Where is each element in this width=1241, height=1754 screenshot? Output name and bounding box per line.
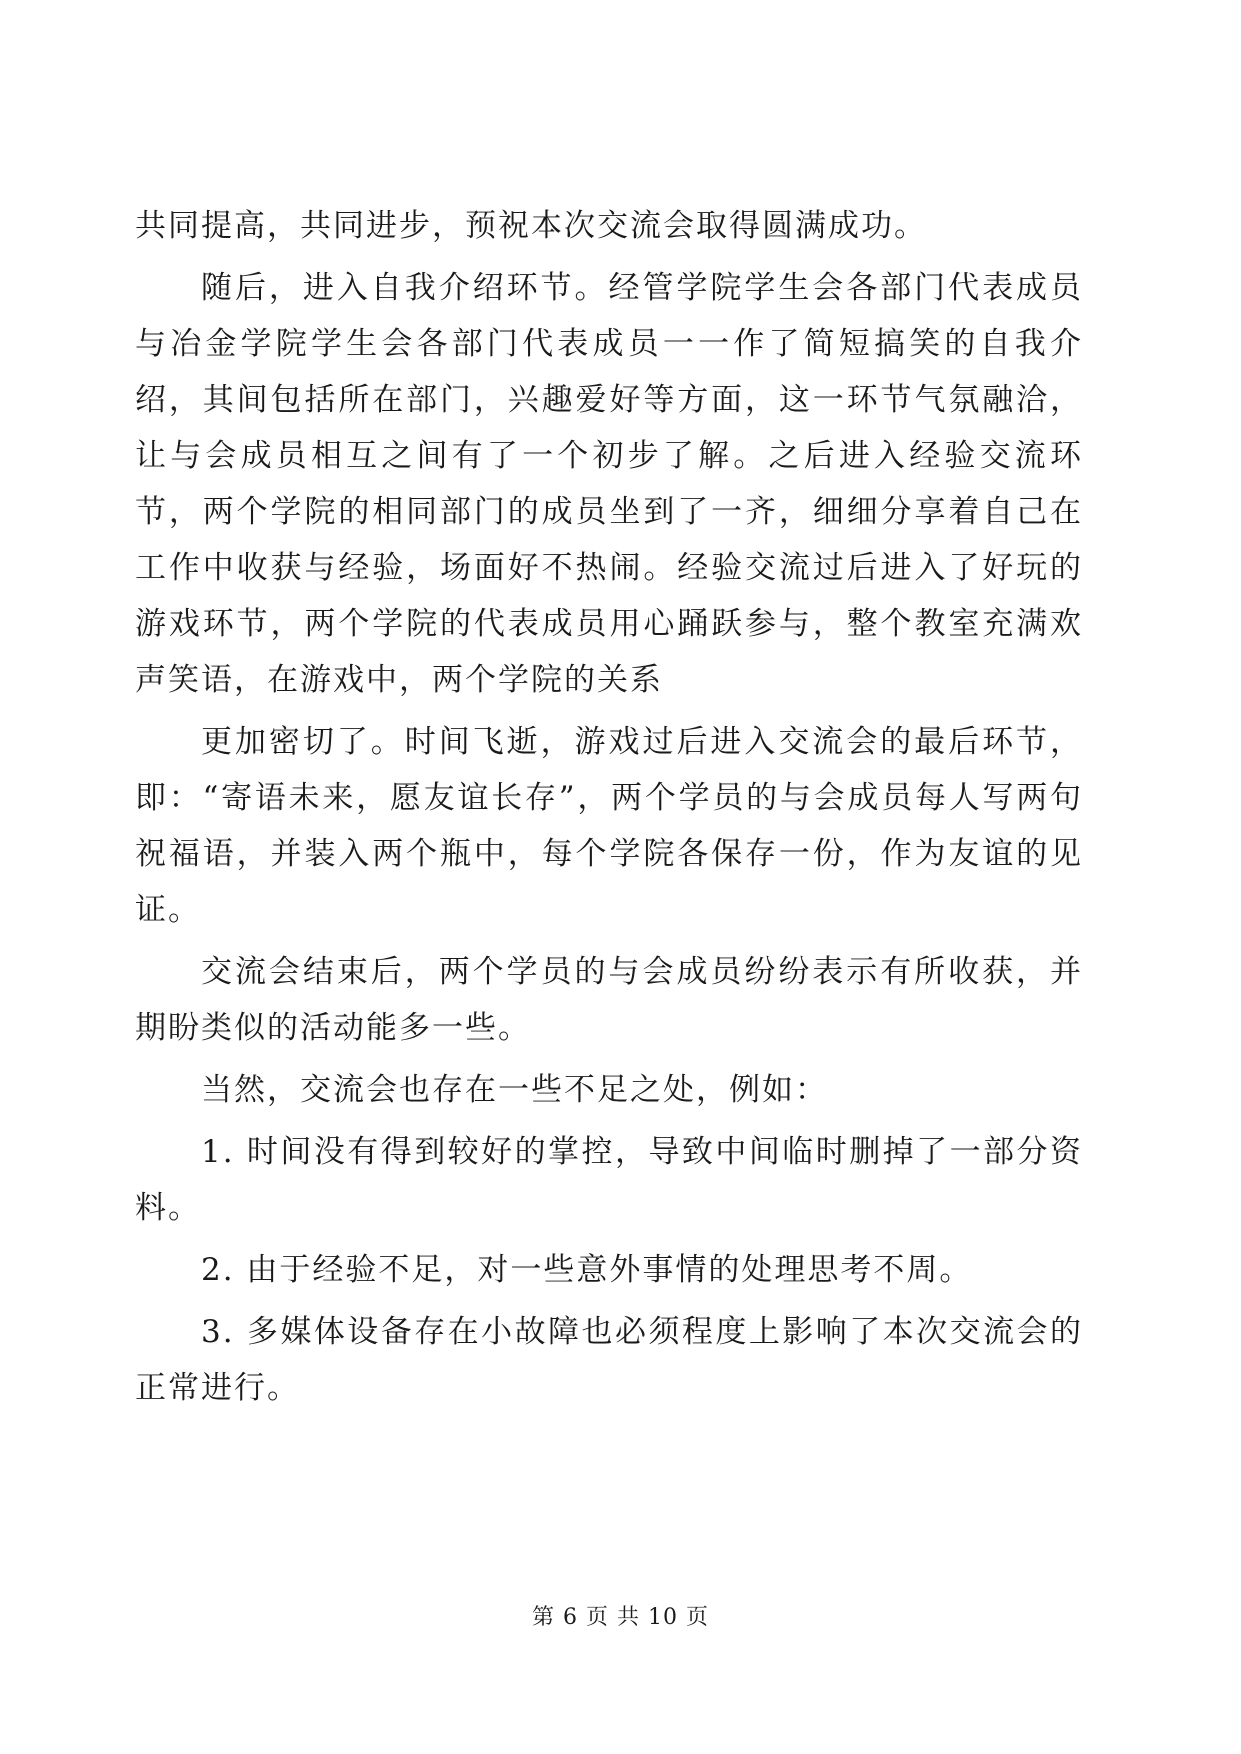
list-item-shortcoming-2: 2. 由于经验不足，对一些意外事情的处理思考不周。 bbox=[201, 1252, 973, 1288]
page-number-footer: 第 6 页 共 10 页 bbox=[532, 1605, 709, 1630]
paragraph-shortcomings-intro: 当然，交流会也存在一些不足之处，例如： bbox=[201, 1072, 828, 1108]
list-item-shortcoming-1: 1. 时间没有得到较好的掌控，导致中间临时删掉了一部分资料。 bbox=[135, 1134, 1083, 1226]
list-item-shortcoming-3: 3. 多媒体设备存在小故障也必须程度上影响了本次交流会的正常进行。 bbox=[135, 1314, 1083, 1406]
paragraph-conclusion: 交流会结束后，两个学员的与会成员纷纷表示有所收获，并期盼类似的活动能多一些。 bbox=[135, 954, 1083, 1046]
paragraph-final-session: 更加密切了。时间飞逝，游戏过后进入交流会的最后环节，即：“寄语未来，愿友谊长存”，两个学员的与会成员每人写两句祝福语，并装入两个瓶中，每个学院各保存一份，作为友谊的见证。 bbox=[135, 724, 1083, 928]
paragraph-self-introduction: 随后，进入自我介绍环节。经管学院学生会各部门代表成员与冶金学院学生会各部门代表成员一一作了简短搞笑的自我介绍，其间包括所在部门，兴趣爱好等方面，这一环节气氛融洽，让与会成员相互之间有了一个初步了解。之后进入经验交流环节，两个学院的相同部门的成员坐到了一齐，细细分享着自己在工作中收获与经验，场面好不热闹。经验交流过后进入了好玩的游戏环节，两个学院的代表成员用心踊跃参与，整个教室充满欢声笑语，在游戏中，两个学院的关系 bbox=[135, 270, 1083, 698]
paragraph-continuation: 共同提高，共同进步，预祝本次交流会取得圆满成功。 bbox=[135, 208, 927, 244]
document-body bbox=[135, 198, 1083, 1416]
